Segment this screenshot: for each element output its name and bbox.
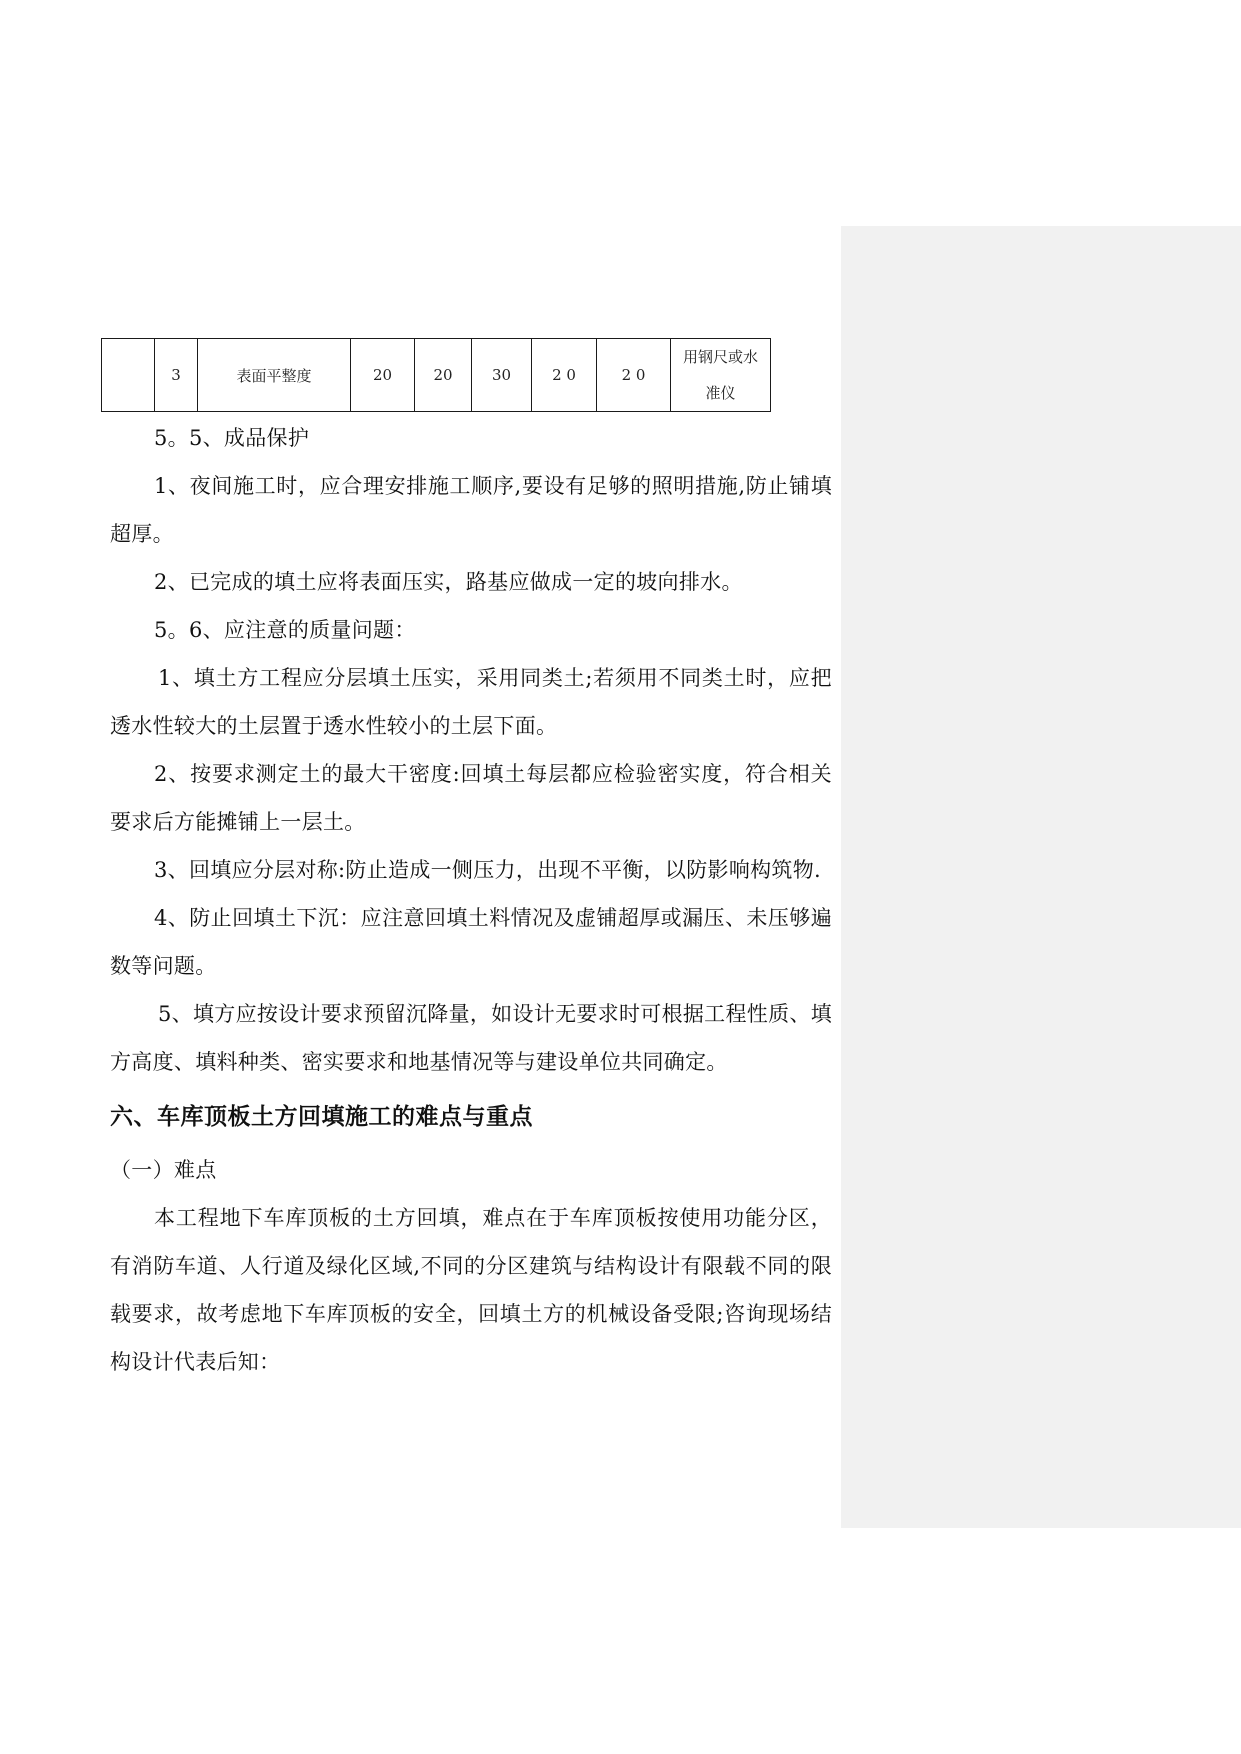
table-cell-item: 表面平整度 bbox=[198, 339, 351, 412]
quality-table-grid bbox=[101, 338, 771, 412]
table-cell-value-2: 20 bbox=[415, 339, 472, 412]
table-cell-blank bbox=[102, 339, 155, 412]
table-cell-number: 3 bbox=[155, 339, 198, 412]
section-heading-finished-product-protection: 5。5、成品保护 bbox=[154, 426, 310, 450]
paragraph: 本工程地下车库顶板的土方回填，难点在于车库顶板按使用功能分区，有消防车道、人行道及绿化区域,不同的分区建筑与结构设计有限载不同的限载要求，故考虑地下车库顶板的安全，回填土方的机械设备受限;咨询现场结构设计代表后知： bbox=[110, 1206, 832, 1374]
table-cell-value-5: 2 0 bbox=[597, 339, 671, 412]
paragraph: 1、填土方工程应分层填土压实，采用同类土;若须用不同类土时，应把透水性较大的土层置于透水性较小的土层下面。 bbox=[110, 666, 832, 738]
chapter-heading: 六、车库顶板土方回填施工的难点与重点 bbox=[110, 1104, 533, 1130]
table-cell-method: 用钢尺或水准仪 bbox=[671, 339, 771, 412]
table-cell-value-1: 20 bbox=[351, 339, 415, 412]
paragraph: 2、按要求测定土的最大干密度:回填土每层都应检验密实度，符合相关要求后方能摊铺上一层土。 bbox=[110, 762, 832, 834]
paragraph: 1、夜间施工时，应合理安排施工顺序,要设有足够的照明措施,防止铺填超厚。 bbox=[110, 474, 832, 546]
section-heading-quality-issues: 5。6、应注意的质量问题： bbox=[154, 618, 416, 642]
table-cell-value-4: 2 0 bbox=[532, 339, 597, 412]
paragraph: 2、已完成的填土应将表面压实，路基应做成一定的坡向排水。 bbox=[154, 570, 743, 594]
paragraph: 4、防止回填土下沉：应注意回填土料情况及虚铺超厚或漏压、未压够遍数等问题。 bbox=[110, 906, 832, 978]
comment-margin-pane bbox=[841, 226, 1241, 1528]
paragraph: 5、填方应按设计要求预留沉降量，如设计无要求时可根据工程性质、填方高度、填料种类、密实要求和地基情况等与建设单位共同确定。 bbox=[110, 1002, 832, 1074]
table-cell-value-3: 30 bbox=[472, 339, 532, 412]
quality-table bbox=[101, 338, 771, 412]
paragraph: 3、回填应分层对称:防止造成一侧压力，出现不平衡，以防影响构筑物. bbox=[154, 858, 822, 882]
table-row bbox=[102, 339, 771, 412]
document-body bbox=[110, 414, 832, 1386]
subheading-difficulties: （一）难点 bbox=[110, 1158, 217, 1182]
